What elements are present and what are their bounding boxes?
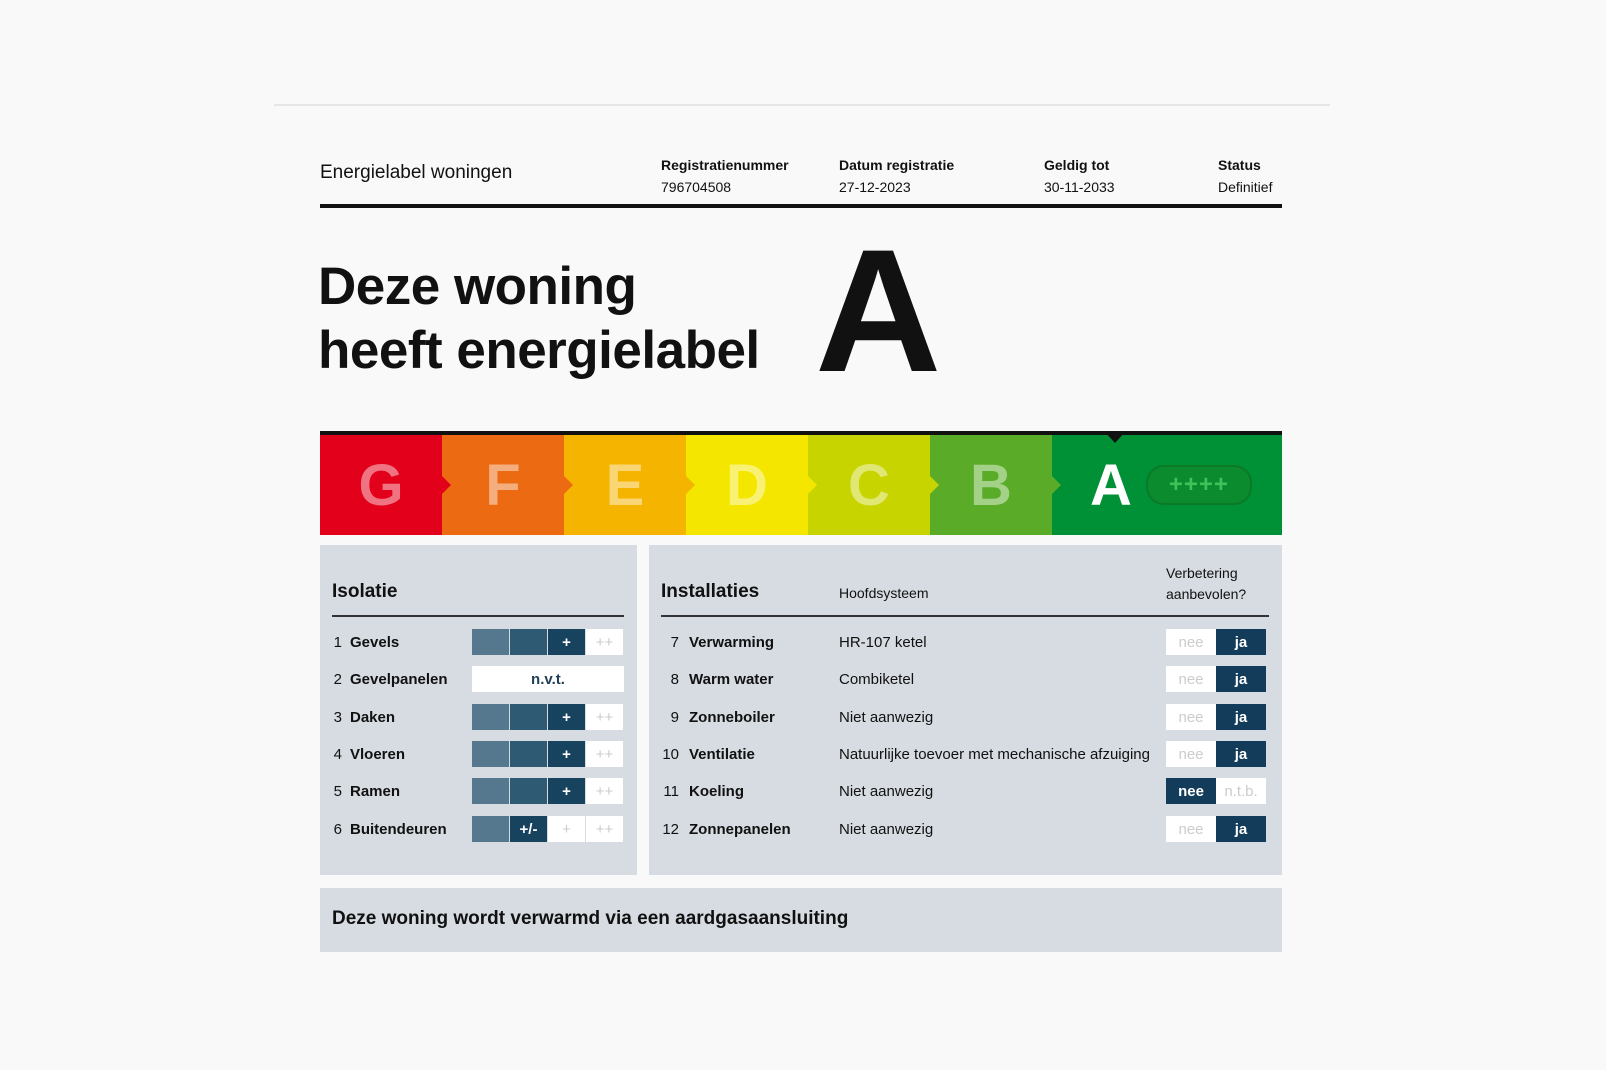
toggle-no: nee [1166, 629, 1216, 655]
row-label: Ramen [350, 782, 401, 800]
improvement-toggle [1166, 629, 1266, 655]
toggle-yes-active: ja [1216, 816, 1266, 842]
isolatie-panel [320, 545, 637, 875]
band-chevron [930, 476, 939, 494]
row-number: 1 [333, 633, 342, 651]
isolatie-title: Isolatie [332, 581, 398, 602]
row-label: Zonneboiler [689, 708, 775, 726]
top-divider [274, 104, 1330, 106]
row-number: 10 [662, 745, 679, 763]
band-letter: F [485, 452, 521, 518]
meta-label: Registratienummer [661, 157, 789, 173]
meta-label: Datum registratie [839, 157, 955, 173]
band-chevron [442, 476, 451, 494]
row-number: 8 [670, 670, 679, 688]
rating-bar [472, 666, 624, 692]
rating-segment-active: + [548, 778, 585, 804]
meta-status [1218, 154, 1272, 198]
toggle-no-active: nee [1166, 778, 1216, 804]
band-letter: E [605, 452, 645, 518]
meta-label: Status [1218, 157, 1261, 173]
band-chevron [1052, 476, 1061, 494]
rating-segment: ++ [586, 741, 623, 767]
toggle-yes-active: ja [1216, 666, 1266, 692]
band-b [930, 435, 1052, 535]
document-header [320, 150, 1282, 208]
document-title: Energielabel woningen [320, 162, 513, 183]
row-label: Buitendeuren [350, 820, 447, 838]
row-number: 3 [333, 708, 342, 726]
band-letter: C [848, 452, 890, 518]
meta-value: 796704508 [661, 179, 732, 195]
column-header-line: aanbevolen? [1166, 586, 1247, 602]
toggle-tbd: n.t.b. [1216, 778, 1266, 804]
energy-scale [320, 431, 1282, 539]
row-number: 6 [333, 820, 342, 838]
meta-value: 30-11-2033 [1044, 179, 1115, 195]
band-a [1052, 435, 1282, 535]
row-label: Daken [350, 708, 396, 726]
rating-bar [472, 778, 624, 804]
row-description: Natuurlijke toevoer met mechanische afzuiging [839, 745, 1150, 763]
installatie-row [661, 816, 1269, 842]
meta-registration-number [661, 154, 789, 198]
row-description: Niet aanwezig [839, 782, 934, 800]
installatie-row [661, 629, 1269, 655]
rating-segment-active: + [548, 629, 585, 655]
column-header-improvement [1166, 563, 1246, 605]
rating-segment [510, 778, 547, 804]
row-number: 9 [670, 708, 679, 726]
toggle-yes-active: ja [1216, 704, 1266, 730]
band-chevron [686, 476, 695, 494]
rating-segment: ++ [586, 704, 623, 730]
headline-line-2: heeft energielabel [318, 321, 760, 380]
rating-segment: + [548, 816, 585, 842]
rating-segment [472, 704, 509, 730]
band-chevron [564, 476, 573, 494]
isolatie-row [332, 629, 624, 655]
row-description: Niet aanwezig [839, 820, 934, 838]
row-label: Ventilatie [689, 745, 755, 763]
isolatie-row [332, 666, 624, 692]
row-label: Warm water [689, 670, 774, 688]
headline [318, 255, 760, 383]
rating-bar [472, 704, 624, 730]
row-label: Vloeren [350, 745, 406, 763]
rating-segment [472, 816, 509, 842]
row-number: 7 [670, 633, 679, 651]
improvement-toggle [1166, 816, 1266, 842]
installatie-row [661, 704, 1269, 730]
toggle-no: nee [1166, 816, 1216, 842]
band-letter: B [970, 452, 1012, 518]
meta-registration-date [839, 154, 954, 198]
band-letter: G [358, 452, 404, 518]
row-label: Gevelpanelen [350, 670, 448, 688]
isolatie-row [332, 741, 624, 767]
row-number: 11 [663, 782, 679, 800]
rating-bar [472, 741, 624, 767]
row-number: 12 [662, 820, 679, 838]
toggle-yes-active: ja [1216, 629, 1266, 655]
meta-value: 27-12-2023 [839, 179, 911, 195]
column-header-main-system: Hoofdsysteem [839, 585, 929, 601]
rating-segment-active: + [548, 704, 585, 730]
installatie-row [661, 741, 1269, 767]
heating-note-bar [320, 888, 1282, 952]
energy-label-letter: A [815, 214, 942, 409]
plus-indicator: ++++ [1146, 465, 1252, 505]
row-number: 5 [333, 782, 342, 800]
toggle-no: nee [1166, 666, 1216, 692]
toggle-no: nee [1166, 704, 1216, 730]
installaties-panel [649, 545, 1282, 875]
row-label: Gevels [350, 633, 400, 651]
row-description: Combiketel [839, 670, 915, 688]
column-header-line: Verbetering [1166, 565, 1238, 581]
row-description: Niet aanwezig [839, 708, 934, 726]
band-letter: D [726, 452, 768, 518]
meta-value: Definitief [1218, 179, 1273, 195]
rating-segment [510, 629, 547, 655]
improvement-toggle [1166, 778, 1266, 804]
rating-segment: ++ [586, 629, 623, 655]
meta-label: Geldig tot [1044, 157, 1110, 173]
band-c [808, 435, 930, 535]
band-e [564, 435, 686, 535]
row-label: Verwarming [689, 633, 775, 651]
isolatie-rule [332, 615, 624, 617]
toggle-no: nee [1166, 741, 1216, 767]
rating-segment [510, 704, 547, 730]
band-g [320, 435, 442, 535]
rating-segment: ++ [586, 816, 623, 842]
row-description: HR-107 ketel [839, 633, 927, 651]
installaties-rule [661, 615, 1269, 617]
rating-bar [472, 816, 624, 842]
row-number: 2 [333, 670, 342, 688]
rating-segment: ++ [586, 778, 623, 804]
meta-valid-until [1044, 154, 1115, 198]
not-applicable-badge: n.v.t. [472, 666, 624, 692]
rating-segment-active: + [548, 741, 585, 767]
rating-segment [472, 741, 509, 767]
row-label: Koeling [689, 782, 744, 800]
improvement-toggle [1166, 704, 1266, 730]
rating-segment [510, 741, 547, 767]
improvement-toggle [1166, 741, 1266, 767]
improvement-toggle [1166, 666, 1266, 692]
rating-segment [472, 778, 509, 804]
heating-note: Deze woning wordt verwarmd via een aardgasaansluiting [332, 908, 849, 929]
isolatie-row [332, 816, 624, 842]
toggle-yes-active: ja [1216, 741, 1266, 767]
row-label: Zonnepanelen [689, 820, 791, 838]
isolatie-row [332, 778, 624, 804]
band-chevron [808, 476, 817, 494]
installatie-row [661, 778, 1269, 804]
band-f [442, 435, 564, 535]
isolatie-row [332, 704, 624, 730]
installaties-title: Installaties [661, 581, 760, 602]
rating-segment-active: +/- [510, 816, 547, 842]
band-d [686, 435, 808, 535]
headline-line-1: Deze woning [318, 257, 637, 316]
row-number: 4 [333, 745, 342, 763]
rating-segment [472, 629, 509, 655]
installatie-row [661, 666, 1269, 692]
rating-bar [472, 629, 624, 655]
band-letter: A [1090, 452, 1132, 518]
active-band-pointer [1104, 431, 1126, 443]
